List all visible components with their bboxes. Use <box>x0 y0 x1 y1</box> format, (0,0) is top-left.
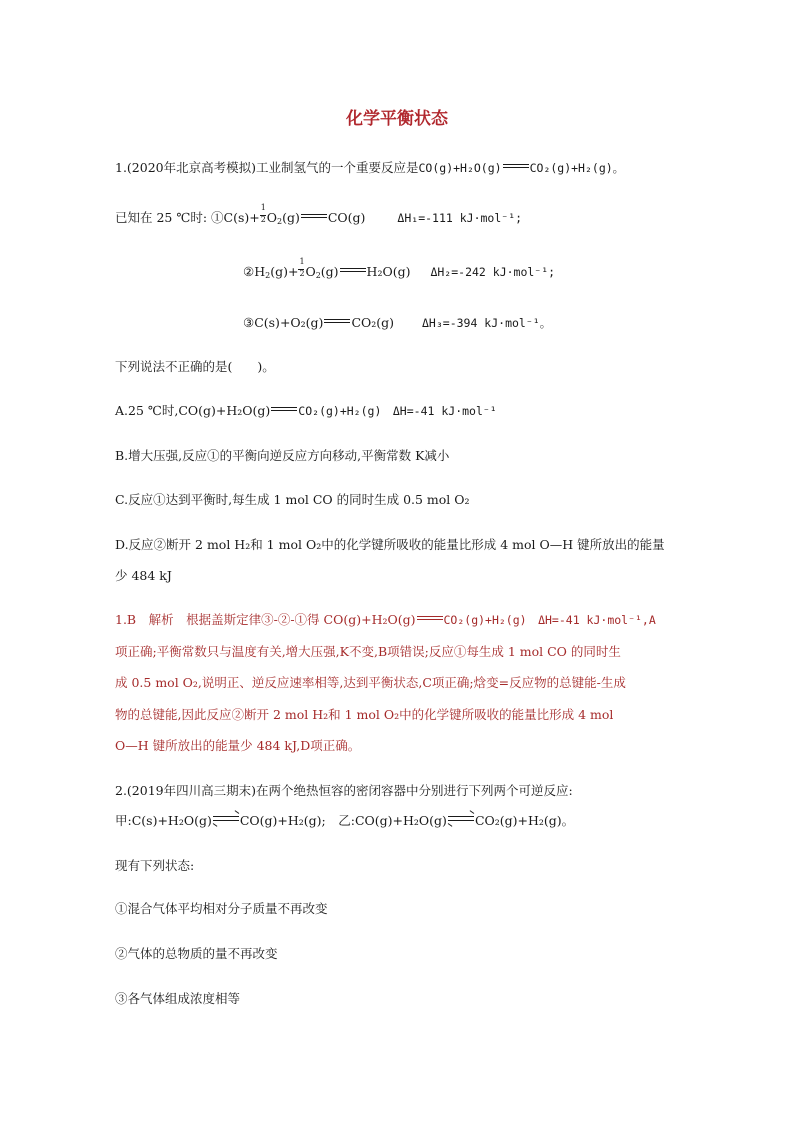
equals-sign-icon <box>503 164 529 170</box>
page-title: 化学平衡状态 <box>346 109 448 129</box>
r2-product: H₂O(g) <box>366 264 411 279</box>
reversible-arrow-icon <box>448 815 474 823</box>
reaction-jia: 甲:C(s)+H₂O(g) <box>115 813 212 828</box>
option-a-tail: CO₂(g)+H₂(g) ΔH=-41 kJ·mol⁻¹ <box>298 404 497 418</box>
option-c: C.反应①达到平衡时,每生成 1 mol CO 的同时生成 0.5 mol O₂ <box>115 492 470 507</box>
r1-label: ①C(s)+ <box>211 210 260 225</box>
r3-label: ③C(s)+O₂(g) <box>243 315 324 330</box>
q1-reaction-left: CO(g)+H₂O(g) <box>418 161 502 175</box>
q1-question: 下列说法不正确的是( )。 <box>115 359 275 374</box>
r1-enthalpy: ΔH₁=-111 kJ·mol⁻¹; <box>397 211 523 225</box>
r1-after: (g) <box>282 210 300 225</box>
given-reaction-1: 已知在 25 ℃时: ①C(s)+ $\frac{1}{2}$ $O_2(g)$ CO(g) ΔH₁=-111 kJ·mol⁻¹; <box>115 203 523 226</box>
equals-sign-icon <box>324 319 350 325</box>
answer-1-line-5: O—H 键所放出的能量少 484 kJ,D项正确。 <box>115 738 361 753</box>
answer-1-line-3: 成 0.5 mol O₂,说明正、逆反应速率相等,达到平衡状态,C项正确;焓变=反应物的总键能-生成 <box>115 675 626 690</box>
equals-sign-icon <box>417 616 443 622</box>
state-1: ①混合气体平均相对分子质量不再改变 <box>115 901 328 916</box>
reversible-arrow-icon <box>213 815 239 823</box>
q1-stem-prefix: 1.(2020年北京高考模拟)工业制氢气的一个重要反应是 <box>115 160 419 175</box>
r3-product: CO₂(g) <box>351 315 395 330</box>
r2-label: ②H <box>243 264 266 279</box>
equals-sign-icon <box>271 407 297 413</box>
q2-intro: 现有下列状态: <box>115 858 195 873</box>
option-d-line-1: D.反应②断开 2 mol H₂和 1 mol O₂中的化学键所吸收的能量比形成 4 mol O—H 键所放出的能量 <box>115 537 665 552</box>
answer-1-part-b: CO₂(g)+H₂(g) ΔH=-41 kJ·mol⁻¹,A <box>443 613 656 627</box>
option-a <box>115 401 497 421</box>
r3-enthalpy: ΔH₃=-394 kJ·mol⁻¹。 <box>422 316 552 330</box>
answer-1-line-2: 项正确;平衡常数只与温度有关,增大压强,K不变,B项错误;反应①每生成 1 mol CO 的同时生 <box>115 644 621 659</box>
state-3: ③各气体组成浓度相等 <box>115 991 241 1006</box>
fraction-half-icon: $\frac{1}{2}$ <box>299 257 305 278</box>
equals-sign-icon <box>340 268 366 274</box>
q1-reaction-right: CO₂(g)+H₂(g)。 <box>529 161 625 175</box>
given-prefix: 已知在 25 ℃时: <box>115 210 212 225</box>
q1-stem <box>115 158 624 178</box>
r1-product: CO(g) <box>327 210 366 225</box>
option-a-text: A.25 ℃时,CO(g)+H₂O(g) <box>115 403 271 418</box>
given-reaction-3 <box>243 313 551 333</box>
reaction-yi-tail: CO₂(g)+H₂(g)。 <box>474 813 575 828</box>
answer-1-line-4: 物的总键能,因此反应②断开 2 mol H₂和 1 mol O₂中的化学键所吸收的能量比形成 4 mol <box>115 707 614 722</box>
reaction-jia-tail: CO(g)+H₂(g); 乙:CO(g)+H₂O(g) <box>239 813 447 828</box>
option-b: B.增大压强,反应①的平衡向逆反应方向移动,平衡常数 K减小 <box>115 448 450 463</box>
answer-1-line-1 <box>115 610 656 630</box>
q2-reactions <box>115 811 574 831</box>
option-d-line-2: 少 484 kJ <box>115 568 172 583</box>
state-2: ②气体的总物质的量不再改变 <box>115 946 278 961</box>
q2-stem: 2.(2019年四川高三期末)在两个绝热恒容的密闭容器中分别进行下列两个可逆反应: <box>115 783 573 798</box>
equals-sign-icon <box>301 214 327 220</box>
fraction-half-icon: $\frac{1}{2}$ <box>260 203 266 224</box>
given-reaction-2: $②H_2(g)+$ $\frac{1}{2}$ $O_2(g)$ H₂O(g) ΔH₂=-242 kJ·mol⁻¹; <box>243 257 556 280</box>
r2-enthalpy: ΔH₂=-242 kJ·mol⁻¹; <box>430 265 556 279</box>
r1-mid: O <box>266 210 277 225</box>
answer-1-part-a: 1.B 解析 根据盖斯定律③-②-①得 CO(g)+H₂O(g) <box>115 612 416 627</box>
